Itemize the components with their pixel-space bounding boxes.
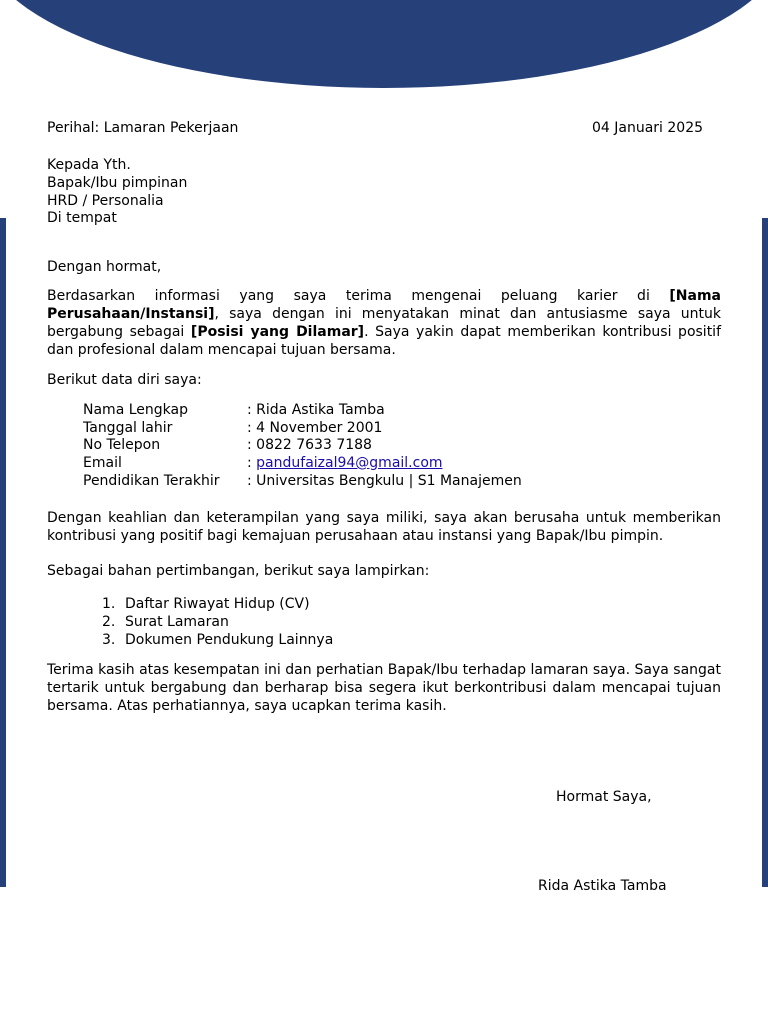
data-label: Tanggal lahir xyxy=(83,420,173,436)
data-label: Email xyxy=(83,455,122,471)
list-item xyxy=(102,631,333,649)
intro-paragraph xyxy=(47,287,721,359)
data-value: : 0822 7633 7188 xyxy=(247,437,372,453)
email-link[interactable]: pandufaizal94@gmail.com xyxy=(256,455,443,471)
recipient-line: HRD / Personalia xyxy=(47,193,164,209)
header-arc-decoration xyxy=(0,0,768,88)
skills-paragraph: Dengan keahlian dan keterampilan yang saya miliki, saya akan berusaha untuk memberikan kontribusi yang positif bagi kemajuan perusahaan atau instansi yang Bapak/Ibu pimpin. xyxy=(47,510,721,544)
data-label: No Telepon xyxy=(83,437,161,453)
data-value xyxy=(247,454,443,472)
data-label: Pendidikan Terakhir xyxy=(83,473,220,489)
closing-paragraph: Terima kasih atas kesempatan ini dan perhatian Bapak/Ibu terhadap lamaran saya. Saya sangat tertarik untuk bergabung dan berharap bisa segera ikut berkontribusi dalam mencapai tujuan bersama. Atas perhatiannya, saya ucapkan terima kasih. xyxy=(47,662,721,714)
letter-date: 04 Januari 2025 xyxy=(592,120,704,136)
list-text: Surat Lamaran xyxy=(125,614,229,630)
signature-name: Rida Astika Tamba xyxy=(538,878,667,894)
list-number: 2. xyxy=(102,614,116,630)
data-value: : Rida Astika Tamba xyxy=(247,402,385,418)
data-label: Nama Lengkap xyxy=(83,402,188,418)
greeting: Dengan hormat, xyxy=(47,259,162,275)
recipient-line: Di tempat xyxy=(47,210,117,226)
attachments-intro: Sebagai bahan pertimbangan, berikut saya lampirkan: xyxy=(47,563,430,579)
subject-line: Perihal: Lamaran Pekerjaan xyxy=(47,120,239,136)
data-value: : 4 November 2001 xyxy=(247,420,383,436)
intro-text: Berdasarkan informasi yang saya terima mengenai peluang karier di xyxy=(47,288,670,304)
recipient-line: Bapak/Ibu pimpinan xyxy=(47,175,188,191)
intro-text: , saya dengan ini menyatakan minat dan antusiasme saya untuk bergabung sebagai xyxy=(47,306,721,340)
email-prefix: : xyxy=(247,455,257,471)
list-text: Dokumen Pendukung Lainnya xyxy=(125,632,334,648)
recipient-line: Kepada Yth. xyxy=(47,157,131,173)
signature-closing: Hormat Saya, xyxy=(556,789,652,805)
list-item xyxy=(102,595,310,613)
right-accent-bar xyxy=(762,218,768,887)
personal-data-intro: Berikut data diri saya: xyxy=(47,372,202,388)
data-value: : Universitas Bengkulu | S1 Manajemen xyxy=(247,473,522,489)
intro-text: . Saya yakin dapat memberikan kontribusi positif dan profesional dalam mencapai tujuan bersama. xyxy=(47,324,722,358)
list-number: 1. xyxy=(102,596,116,612)
left-accent-bar xyxy=(0,218,6,887)
position-placeholder: [Posisi yang Dilamar] xyxy=(190,324,365,340)
company-placeholder: [Nama Perusahaan/Instansi] xyxy=(47,288,721,322)
list-number: 3. xyxy=(102,632,116,648)
list-item xyxy=(102,613,229,631)
list-text: Daftar Riwayat Hidup (CV) xyxy=(125,596,310,612)
